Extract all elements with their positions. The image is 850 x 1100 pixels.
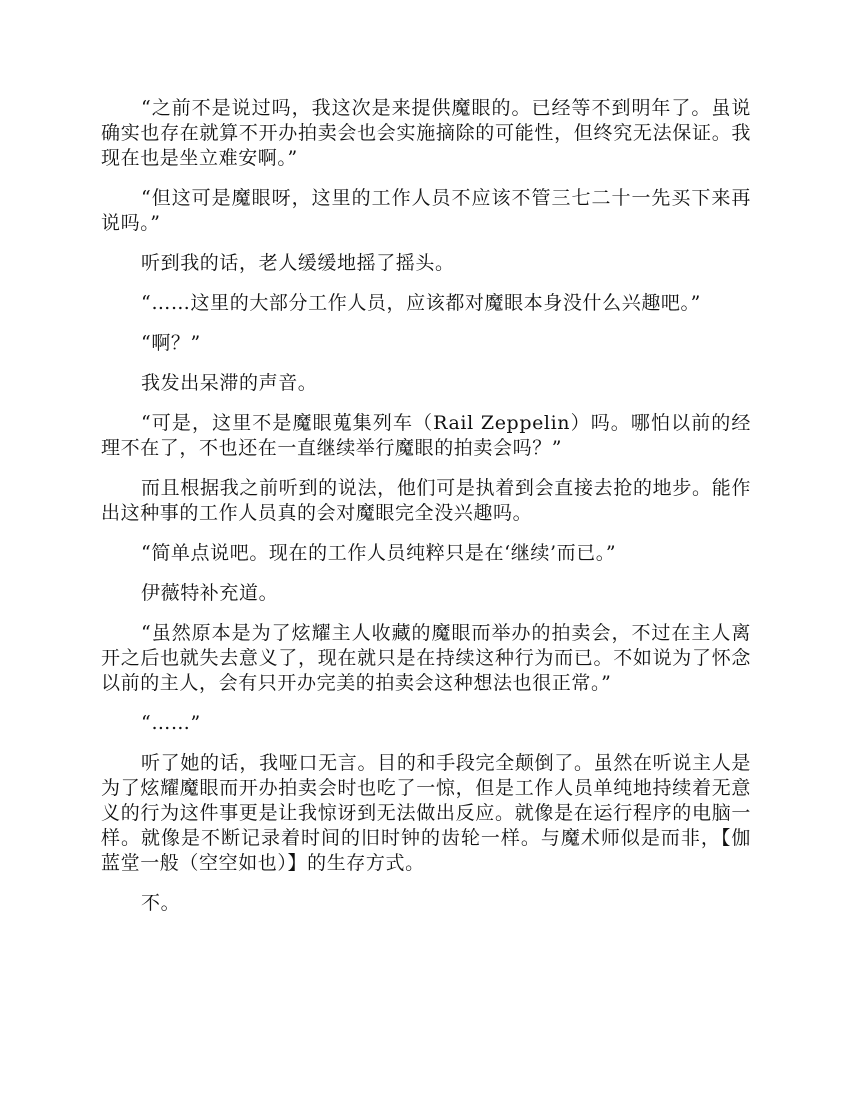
paragraph: 我发出呆滞的声音。 [141, 372, 318, 394]
paragraph: “啊？” [141, 332, 201, 354]
document-body [101, 96, 751, 931]
paragraph: “简单点说吧。现在的工作人员纯粹只是在‘继续’而已。” [141, 542, 617, 564]
paragraph: 而且根据我之前听到的说法，他们可是执着到会直接去抢的地步。能作出这种事的工作人员真的会对魔眼完全没兴趣吗。 [101, 477, 751, 524]
paragraph: 伊薇特补充道。 [141, 582, 279, 604]
paragraph: “虽然原本是为了炫耀主人收藏的魔眼而举办的拍卖会，不过在主人离开之后也就失去意义了，现在就只是在持续这种行为而已。不如说为了怀念以前的主人，会有只开办完美的拍卖会这种想法也很正常。” [101, 622, 751, 694]
paragraph: “可是，这里不是魔眼蒐集列车（Rail Zeppelin）吗。哪怕以前的经理不在了，不也还在一直继续举行魔眼的拍卖会吗？” [101, 412, 751, 459]
paragraph: “之前不是说过吗，我这次是来提供魔眼的。已经等不到明年了。虽说确实也存在就算不开办拍卖会也会实施摘除的可能性，但终究无法保证。我现在也是坐立难安啊。” [101, 97, 751, 169]
paragraph: “……” [141, 712, 201, 734]
paragraph: 听到我的话，老人缓缓地摇了摇头。 [141, 252, 455, 274]
paragraph: 不。 [141, 892, 181, 914]
paragraph: “但这可是魔眼呀，这里的工作人员不应该不管三七二十一先买下来再说吗。” [101, 187, 751, 234]
paragraph: 听了她的话，我哑口无言。目的和手段完全颠倒了。虽然在听说主人是为了炫耀魔眼而开办拍卖会时也吃了一惊，但是工作人员单纯地持续着无意义的行为这件事更是让我惊讶到无法做出反应。就像是在运行程序的电脑一样。就像是不断记录着时间的旧时钟的齿轮一样。与魔术师似是而非，【伽蓝堂一般（空空如也）】的生存方式。 [101, 752, 751, 874]
paragraph: “……这里的大部分工作人员，应该都对魔眼本身没什么兴趣吧。” [141, 292, 701, 314]
